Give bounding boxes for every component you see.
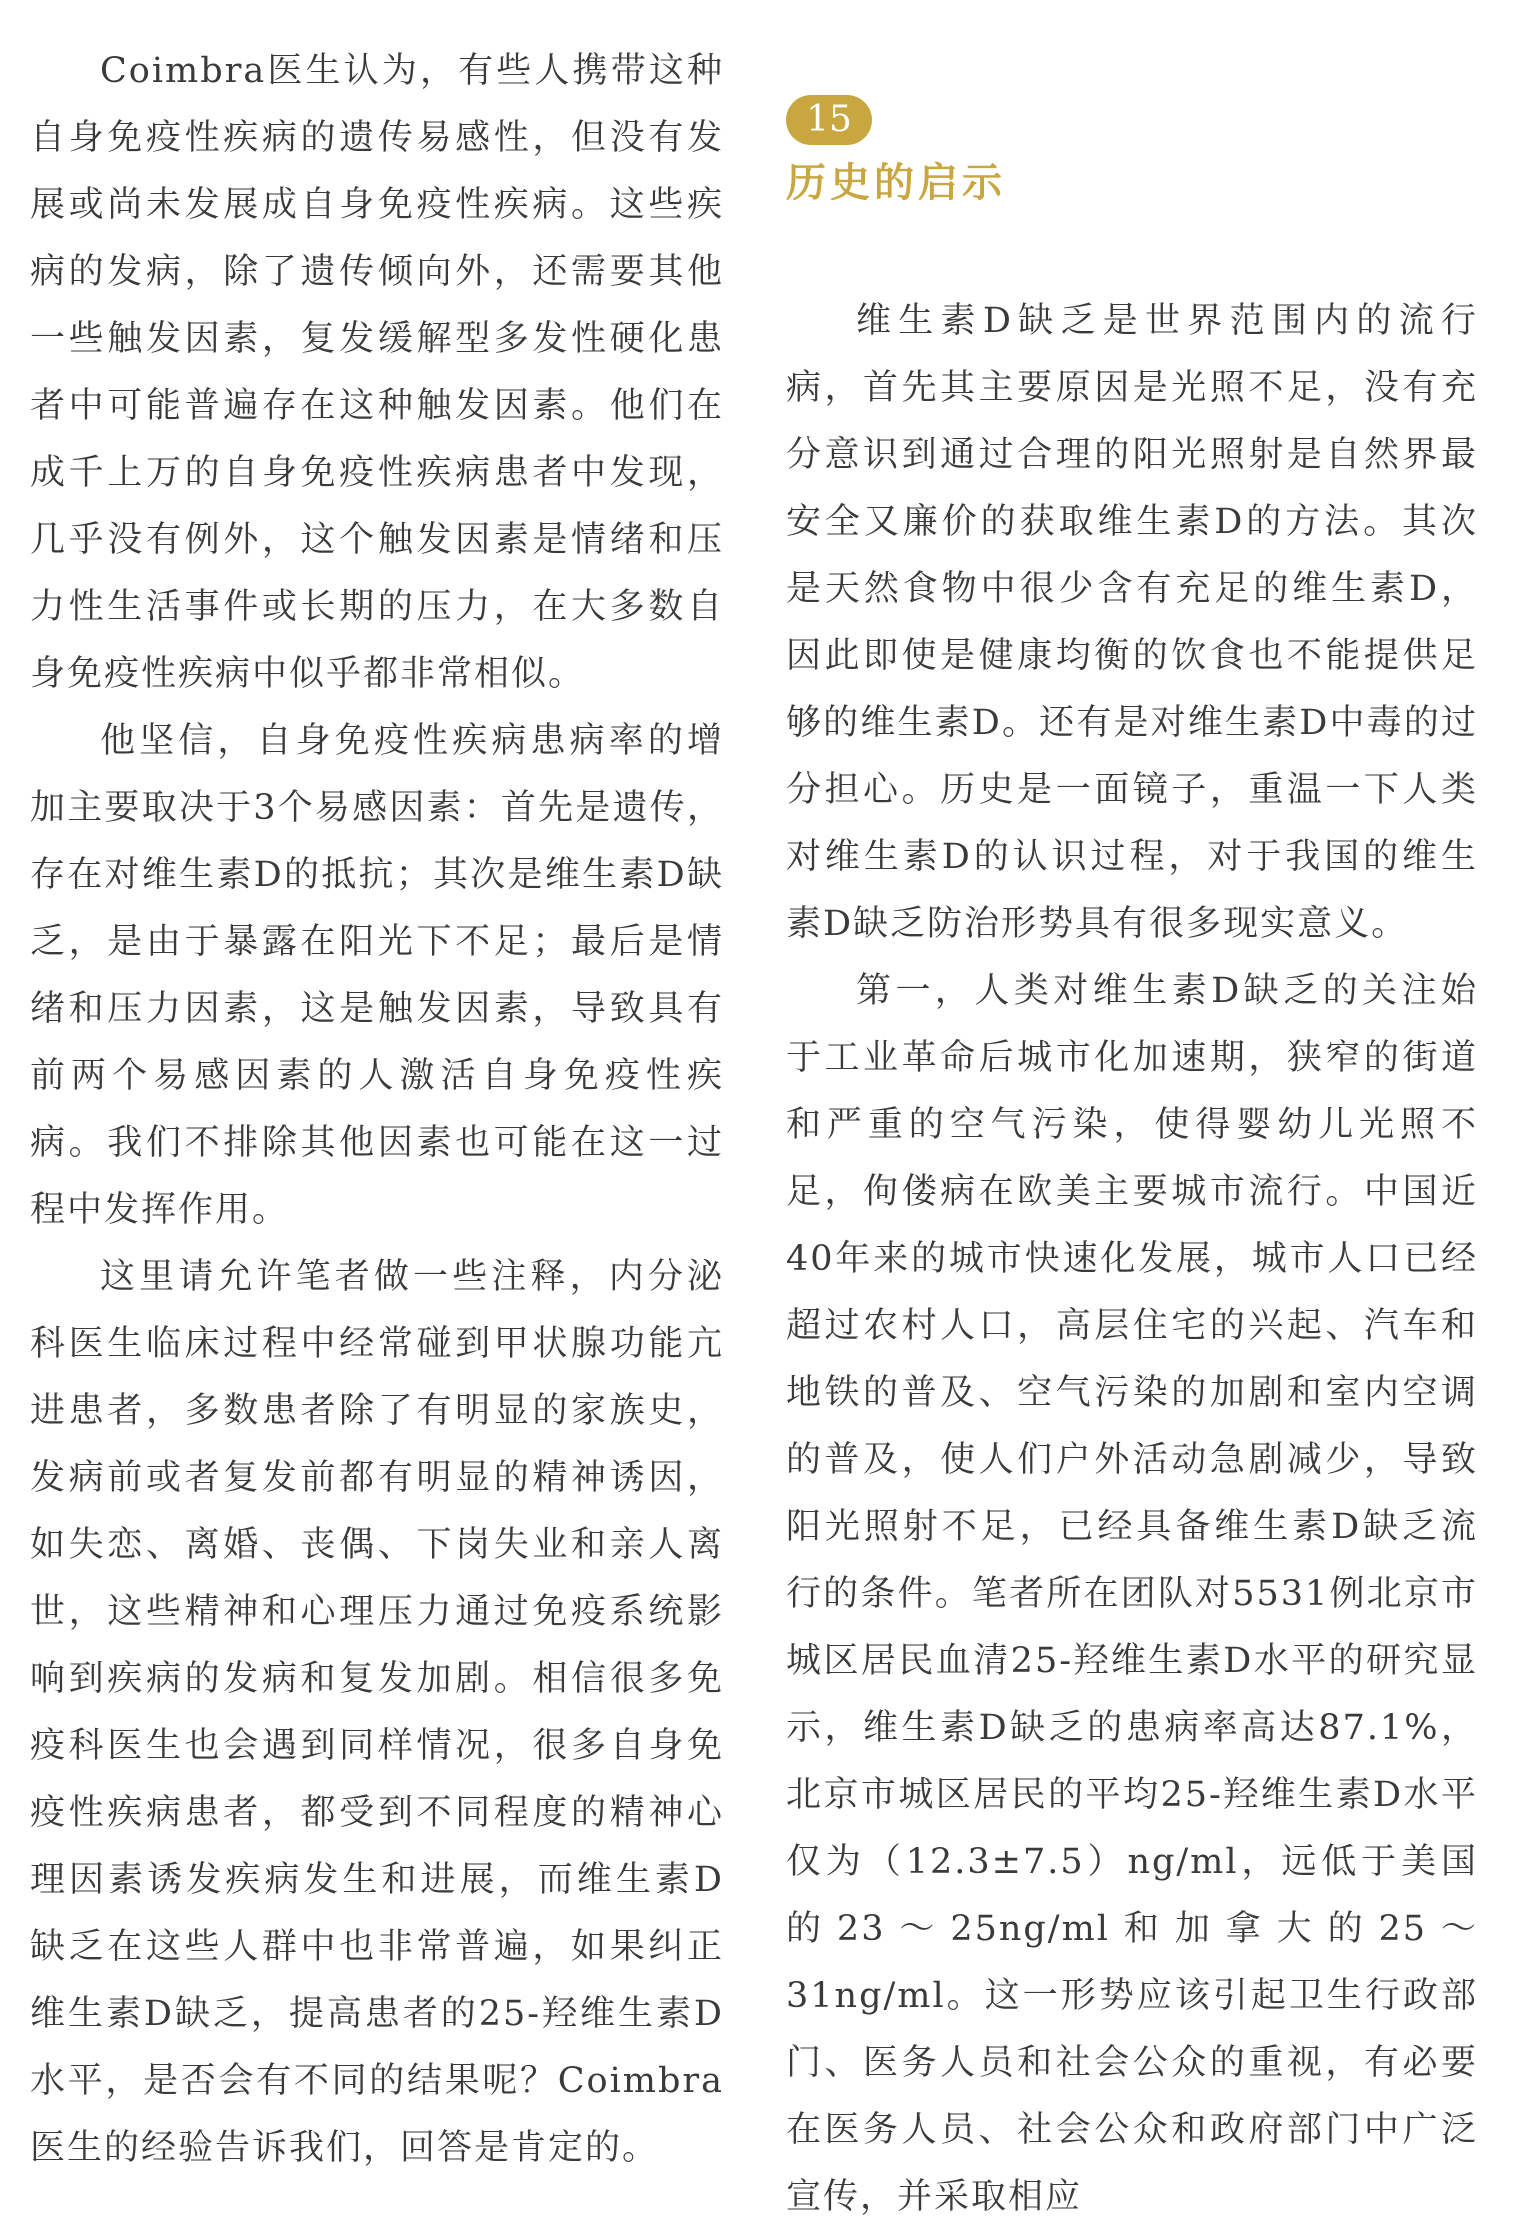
left-column xyxy=(30,38,724,2182)
paragraph: 这里请允许笔者做一些注释，内分泌科医生临床过程中经常碰到甲状腺功能亢进患者，多数患者除了有明显的家族史，发病前或者复发前都有明显的精神诱因，如失恋、离婚、丧偶、下岗失业和亲人离世，这些精神和心理压力通过免疫系统影响到疾病的发病和复发加剧。相信很多免疫科医生也会遇到同样情况，很多自身免疫性疾病患者，都受到不同程度的精神心理因素诱发疾病发生和进展，而维生素D缺乏在这些人群中也非常普遍，如果纠正维生素D缺乏，提高患者的25-羟维生素D水平，是否会有不同的结果呢？Coimbra医生的经验告诉我们，回答是肯定的。 xyxy=(30,1257,724,2168)
paragraph: 第一，人类对维生素D缺乏的关注始于工业革命后城市化加速期，狭窄的街道和严重的空气污染，使得婴幼儿光照不足，佝偻病在欧美主要城市流行。中国近40年来的城市快速化发展，城市人口已经超过农村人口，高层住宅的兴起、汽车和地铁的普及、空气污染的加剧和室内空调的普及，使人们户外活动急剧减少，导致阳光照射不足，已经具备维生素D缺乏流行的条件。笔者所在团队对5531例北京市城区居民血清25-羟维生素D水平的研究显示，维生素D缺乏的患病率高达87.1%，北京市城区居民的平均25-羟维生素D水平仅为（12.3±7.5）ng/ml，远低于美国的23～25ng/ml和加拿大的25～31ng/ml。这一形势应该引起卫生行政部门、医务人员和社会公众的重视，有必要在医务人员、社会公众和政府部门中广泛宣传，并采取相应 xyxy=(786,971,1478,2217)
right-column xyxy=(786,288,1478,2231)
section-title: 历史的启示 xyxy=(786,160,1006,206)
section-header xyxy=(786,95,1478,211)
paragraph: 他坚信，自身免疫性疾病患病率的增加主要取决于3个易感因素：首先是遗传，存在对维生素D的抵抗；其次是维生素D缺乏，是由于暴露在阳光下不足；最后是情绪和压力因素，这是触发因素，导致具有前两个易感因素的人激活自身免疫性疾病。我们不排除其他因素也可能在这一过程中发挥作用。 xyxy=(30,721,724,1230)
paragraph: 维生素D缺乏是世界范围内的流行病，首先其主要原因是光照不足，没有充分意识到通过合理的阳光照射是自然界最安全又廉价的获取维生素D的方法。其次是天然食物中很少含有充足的维生素D，因此即使是健康均衡的饮食也不能提供足够的维生素D。还有是对维生素D中毒的过分担心。历史是一面镜子，重温一下人类对维生素D的认识过程，对于我国的维生素D缺乏防治形势具有很多现实意义。 xyxy=(786,301,1478,944)
paragraph: Coimbra医生认为，有些人携带这种自身免疫性疾病的遗传易感性，但没有发展或尚未发展成自身免疫性疾病。这些疾病的发病，除了遗传倾向外，还需要其他一些触发因素，复发缓解型多发性硬化患者中可能普遍存在这种触发因素。他们在成千上万的自身免疫性疾病患者中发现，几乎没有例外，这个触发因素是情绪和压力性生活事件或长期的压力，在大多数自身免疫性疾病中似乎都非常相似。 xyxy=(30,51,724,694)
section-number-badge: 15 xyxy=(786,95,872,145)
